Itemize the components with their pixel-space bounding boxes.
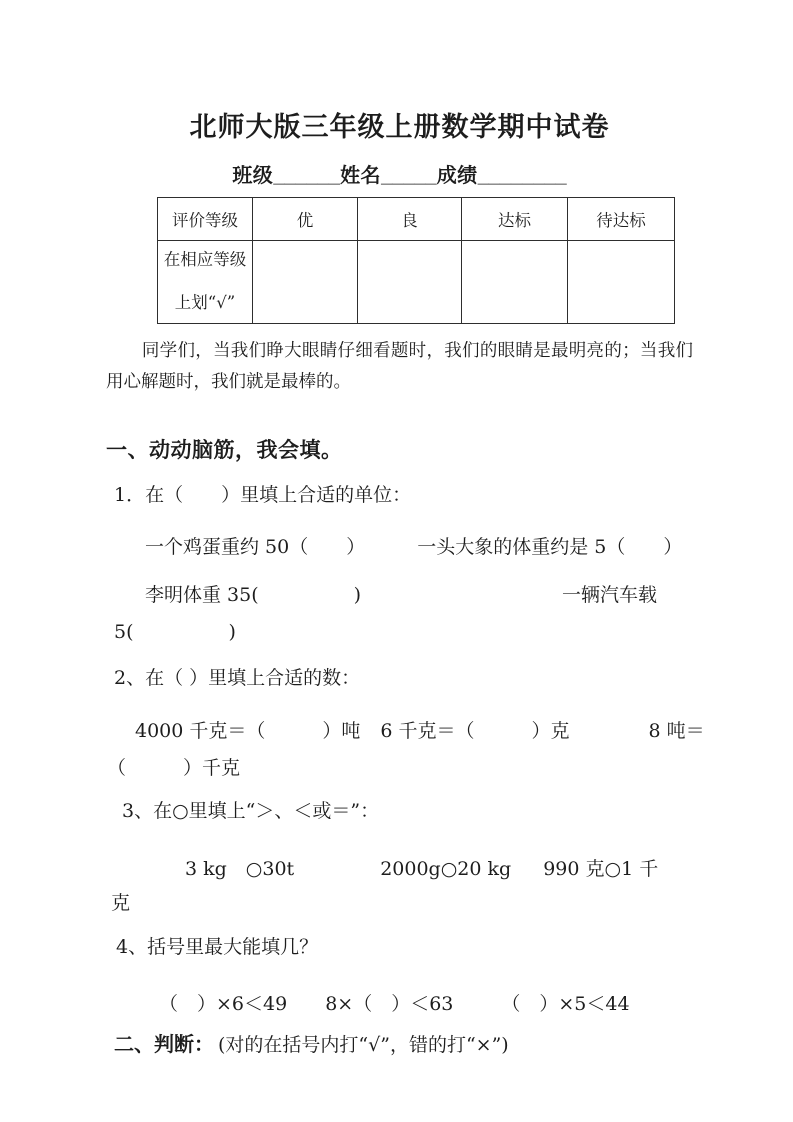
grade-table-header-pass: 达标 [462, 198, 568, 241]
intro-paragraph: 同学们，当我们睁大眼睛仔细看题时，我们的眼睛是最明亮的；当我们用心解题时，我们就是最棒的。 [106, 341, 693, 392]
q1-liming-blank: 李明体重 35( ) [145, 584, 362, 606]
grade-table-header-level: 评价等级 [158, 198, 253, 241]
q1-prompt: 1．在（ ）里填上合适的单位： [114, 484, 412, 506]
grade-table-header-excellent: 优 [253, 198, 358, 241]
q3-compare-1: 3 kg ○30t [185, 858, 295, 880]
section2-note: (对的在括号内打“√”，错的打“×”) [218, 1034, 509, 1056]
q2-grams-blank: 6 千克＝（ ）克 [380, 720, 570, 742]
class-blank-field: ______ [273, 165, 341, 187]
page-title: 北师大版三年级上册数学期中试卷 [189, 112, 610, 142]
q3-prompt: 3、在○里填上“＞、＜或＝”： [122, 800, 380, 822]
score-blank-field: ________ [477, 165, 567, 187]
q4-inequality-3: （ ）×5＜44 [501, 993, 630, 1015]
q1-truck-text: 一辆汽车载 [561, 584, 657, 606]
q2-tons-blank: 4000 千克＝（ ）吨 [135, 720, 361, 742]
row-label-line2: 上划“√” [174, 293, 236, 312]
row-label-line1: 在相应等级 [163, 250, 247, 269]
q3-compare-2: 2000g○20 kg [380, 858, 512, 880]
grade-table-empty-cell [253, 241, 358, 324]
class-label: 班级 [232, 165, 274, 187]
q4-inequality-2: 8×（ ）＜63 [325, 993, 454, 1015]
grade-table-header-good: 良 [358, 198, 462, 241]
grade-table-empty-cell [358, 241, 462, 324]
score-label: 成绩 [436, 165, 478, 187]
grade-table-empty-cell [568, 241, 675, 324]
q1-line2 [145, 583, 693, 608]
grade-table-header-row [158, 198, 675, 241]
name-blank-field: _____ [381, 165, 437, 187]
student-info-line [106, 159, 693, 188]
section2-line [114, 1033, 693, 1058]
q3-line2-wrap: 克 [111, 892, 131, 914]
grade-table-mark-row [158, 241, 675, 324]
q1-line3-truck-blank: 5( ) [114, 621, 236, 643]
q3-compare-3: 990 克○1 千 [543, 858, 659, 880]
q1-egg-blank: 一个鸡蛋重约 50（ ） [145, 536, 366, 558]
q2-prompt: 2、在（ ）里填上合适的数： [114, 667, 361, 689]
section1-heading: 一、动动脑筋，我会填。 [106, 439, 343, 462]
name-label: 姓名 [340, 165, 382, 187]
q4-line1 [159, 992, 693, 1017]
q2-line2-kilograms-blank: （ ）千克 [107, 757, 241, 779]
grade-table [157, 197, 675, 324]
q1-line1 [145, 535, 693, 560]
q3-line1 [185, 857, 693, 882]
grade-table-row-label [158, 241, 253, 324]
section2-heading: 二、判断： [114, 1034, 214, 1056]
q2-kilograms-lead: 8 吨＝ [648, 720, 705, 742]
grade-table-empty-cell [462, 241, 568, 324]
q4-inequality-1: （ ）×6＜49 [159, 993, 288, 1015]
q2-line1 [135, 719, 705, 744]
grade-table-header-notyet: 待达标 [568, 198, 675, 241]
q1-elephant-blank: 一头大象的体重约是 5（ ） [417, 536, 683, 558]
q4-prompt: 4、括号里最大能填几？ [116, 936, 319, 958]
